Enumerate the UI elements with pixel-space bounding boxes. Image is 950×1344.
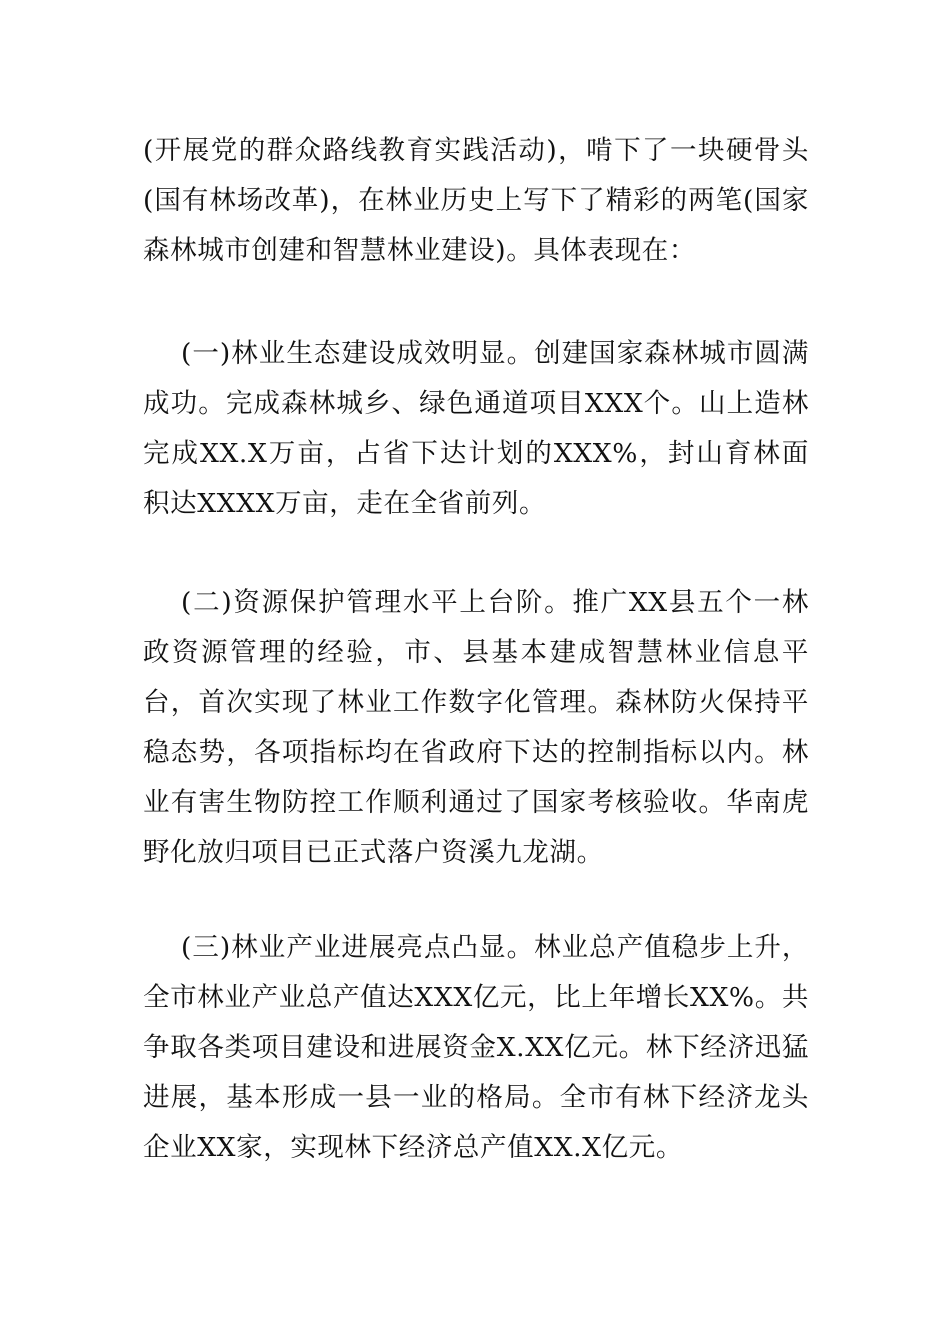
paragraph-intro-continuation: (开展党的群众路线教育实践活动)，啃下了一块硬骨头(国有林场改革)，在林业历史上写下了精彩的两笔(国家森林城市创建和智慧林业建设)。具体表现在： — [143, 135, 809, 266]
paragraph-forestry-industry: (三)林业产业进展亮点凸显。林业总产值稳步上升，全市林业产业总产值达XXX亿元，比上年增长XX%。共争取各类项目建设和进展资金X.XX亿元。林下经济迅猛进展，基本形成一县一业的格局。全市有林下经济龙头企业XX家，实现林下经济总产值XX.X亿元。 — [143, 932, 809, 1163]
paragraph-resource-protection: (二)资源保护管理水平上台阶。推广XX县五个一林政资源管理的经验，市、县基本建成智慧林业信息平台，首次实现了林业工作数字化管理。森林防火保持平稳态势，各项指标均在省政府下达的控制指标以内。林业有害生物防控工作顺利通过了国家考核验收。华南虎野化放归项目已正式落户资溪九龙湖。 — [143, 587, 809, 868]
paragraph-forestry-ecology: (一)林业生态建设成效明显。创建国家森林城市圆满成功。完成森林城乡、绿色通道项目XXX个。山上造林完成XX.X万亩，占省下达计划的XXX%，封山育林面积达XXXX万亩，走在全省前列。 — [143, 338, 809, 519]
